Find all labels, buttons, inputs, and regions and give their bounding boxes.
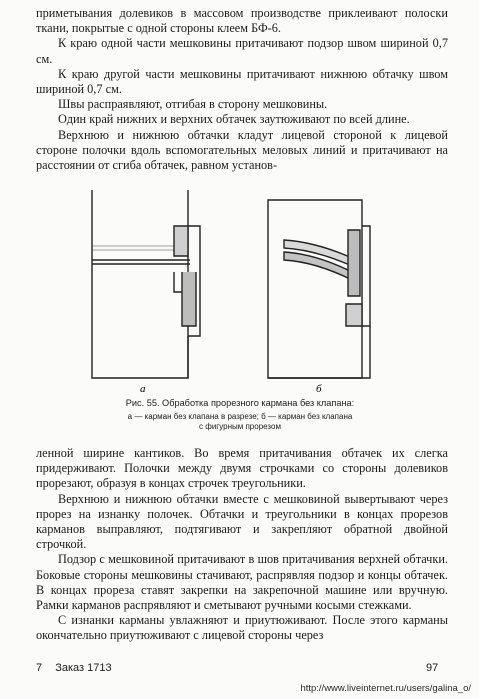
caption-legend-line: с фигурным прорезом (199, 422, 281, 431)
paragraph: К краю одной части мешковины притачивают подзор швом шириной 0,7 см. (36, 36, 448, 66)
pocket-figure (70, 186, 410, 398)
page-number: 97 (426, 662, 439, 674)
source-url[interactable]: http://www.liveinternet.ru/users/galina_o/ (300, 683, 471, 694)
paragraph: Верхнюю и нижнюю обтачки вместе с мешковиной вывертывают через прорез на изнанку полочек. Обтачки и треугольники в концах прорезов карманов выправляют, подтягивают и закрепляют обратной двойной строчкой. (36, 491, 448, 552)
pocket-drawings (70, 186, 410, 398)
order-number: Заказ 1713 (55, 662, 112, 674)
paragraph: Швы распраявляют, отгибая в сторону мешковины. (58, 97, 328, 112)
label-a: а (140, 383, 146, 395)
paragraph: К краю другой части мешковины притачивают нижнюю обтачку швом шириной 0,7 см. (36, 66, 448, 97)
paragraph: Один край нижних и верхних обтачек заутюживают по всей длине. (58, 112, 410, 127)
text-block-bottom (36, 446, 448, 644)
print-signature (36, 662, 112, 674)
paragraph: С изнанки карманы увлажняют и приутюживают. После этого карманы окончательно приутюживают с лицевой стороны через (36, 613, 448, 643)
figure-caption-legend (60, 412, 420, 432)
caption-legend-line: а — карман без клапана в разрезе; б — карман без клапана (127, 412, 353, 421)
text-block-top (36, 6, 448, 173)
paragraph: приметывания долевиков в массовом производстве приклеивают полоски ткани, покрытые с одной стороны клеем БФ-6. (36, 6, 448, 36)
figure-caption-title: Рис. 55. Обработка прорезного кармана без клапана: (125, 398, 355, 408)
signature-number: 7 (36, 662, 43, 674)
paragraph: Подзор с мешковиной притачивают в шов притачивания верхней обтачки. Боковые стороны мешковины стачивают, распрявляя подзор и концы обтачек. В концах прореза ставят закрепки на закрепочной машине или вручную. Рамки карманов распрявляют и сметывают ручными косыми стежками. (36, 552, 448, 613)
paragraph: Верхнюю и нижнюю обтачки кладут лицевой стороной к лицевой стороне полочки вдоль вспомогательных меловых линий и притачивают на расстоянии от сгиба обтачек, равном установ- (36, 127, 448, 173)
label-b: б (316, 383, 322, 395)
paragraph: ленной ширине кантиков. Во время притачивания обтачек их слегка придерживают. Полочки между двумя строчками со стороны долевиков прорезают, образуя в концах строчек треугольники. (36, 446, 448, 491)
